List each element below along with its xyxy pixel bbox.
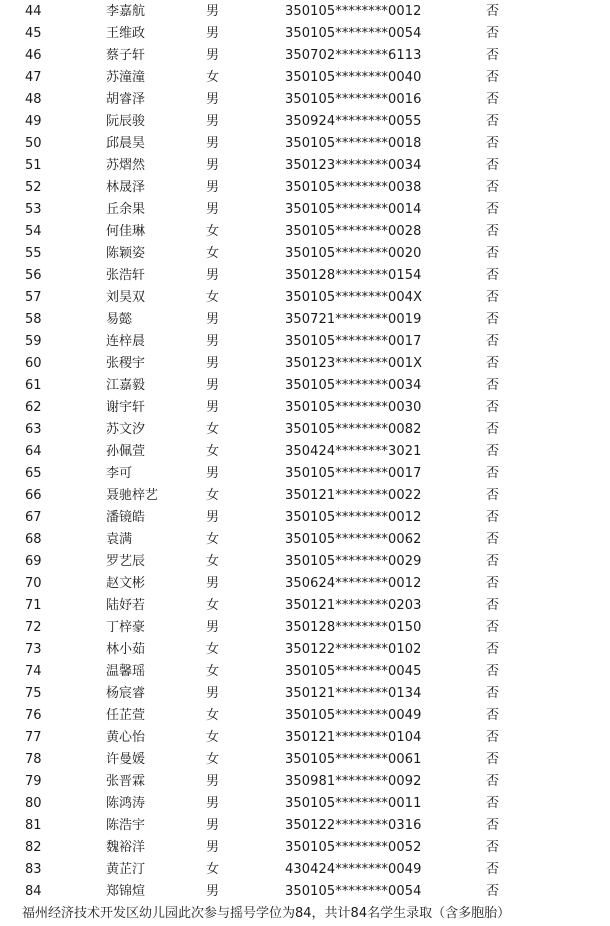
student-name: 聂驰梓艺 [106, 488, 159, 503]
student-gender: 女 [206, 444, 220, 459]
multiple-birth-flag: 否 [486, 774, 500, 789]
table-row [0, 705, 610, 727]
row-number: 82 [25, 840, 42, 855]
student-name: 任芷萱 [106, 708, 146, 723]
multiple-birth-flag: 否 [486, 224, 500, 239]
multiple-birth-flag: 否 [486, 290, 500, 305]
student-id-number: 350121********0022 [285, 488, 422, 503]
student-name: 张稷宇 [106, 356, 146, 371]
student-gender: 男 [206, 400, 220, 415]
multiple-birth-flag: 否 [486, 334, 500, 349]
row-number: 56 [25, 268, 42, 283]
student-id-number: 350924********0055 [285, 114, 422, 129]
student-gender: 女 [206, 752, 220, 767]
student-gender: 男 [206, 356, 220, 371]
row-number: 62 [25, 400, 42, 415]
student-id-number: 350105********0018 [285, 136, 422, 151]
student-id-number: 350105********0054 [285, 884, 422, 899]
table-row [0, 771, 610, 793]
student-name: 许曼媛 [106, 752, 146, 767]
multiple-birth-flag: 否 [486, 554, 500, 569]
row-number: 63 [25, 422, 42, 437]
student-id-number: 430424********0049 [285, 862, 422, 877]
multiple-birth-flag: 否 [486, 488, 500, 503]
student-id-number: 350105********0049 [285, 708, 422, 723]
multiple-birth-flag: 否 [486, 378, 500, 393]
table-row [0, 265, 610, 287]
multiple-birth-flag: 否 [486, 884, 500, 899]
student-name: 刘昊双 [106, 290, 146, 305]
multiple-birth-flag: 否 [486, 708, 500, 723]
table-row [0, 375, 610, 397]
row-number: 72 [25, 620, 42, 635]
multiple-birth-flag: 否 [486, 664, 500, 679]
student-gender: 女 [206, 730, 220, 745]
multiple-birth-flag: 否 [486, 92, 500, 107]
table-row [0, 881, 610, 903]
student-id-number: 350105********0061 [285, 752, 422, 767]
row-number: 71 [25, 598, 42, 613]
student-id-number: 350105********0062 [285, 532, 422, 547]
student-name: 连梓晨 [106, 334, 146, 349]
multiple-birth-flag: 否 [486, 136, 500, 151]
row-number: 45 [25, 26, 42, 41]
table-row [0, 221, 610, 243]
student-id-number: 350105********0028 [285, 224, 422, 239]
row-number: 51 [25, 158, 42, 173]
table-row [0, 551, 610, 573]
row-number: 55 [25, 246, 42, 261]
multiple-birth-flag: 否 [486, 312, 500, 327]
table-row [0, 331, 610, 353]
table-row [0, 639, 610, 661]
student-name: 丘余果 [106, 202, 146, 217]
table-row [0, 353, 610, 375]
student-gender: 女 [206, 862, 220, 877]
student-gender: 男 [206, 576, 220, 591]
student-id-number: 350123********0034 [285, 158, 422, 173]
student-name: 孙佩萱 [106, 444, 146, 459]
row-number: 59 [25, 334, 42, 349]
student-gender: 男 [206, 796, 220, 811]
student-name: 黄芷汀 [106, 862, 146, 877]
student-name: 林晟泽 [106, 180, 146, 195]
student-gender: 女 [206, 664, 220, 679]
multiple-birth-flag: 否 [486, 532, 500, 547]
student-name: 谢宇轩 [106, 400, 146, 415]
row-number: 65 [25, 466, 42, 481]
student-name: 赵文彬 [106, 576, 146, 591]
table-row [0, 1, 610, 23]
multiple-birth-flag: 否 [486, 268, 500, 283]
student-name: 李嘉航 [106, 4, 146, 19]
student-gender: 男 [206, 334, 220, 349]
student-gender: 女 [206, 708, 220, 723]
student-gender: 男 [206, 620, 220, 635]
student-id-number: 350105********0017 [285, 334, 422, 349]
student-id-number: 350105********0012 [285, 4, 422, 19]
row-number: 57 [25, 290, 42, 305]
student-name: 温馨瑶 [106, 664, 146, 679]
table-row [0, 595, 610, 617]
table-row [0, 177, 610, 199]
multiple-birth-flag: 否 [486, 686, 500, 701]
table-row [0, 441, 610, 463]
table-row [0, 287, 610, 309]
row-number: 68 [25, 532, 42, 547]
student-id-number: 350702********6113 [285, 48, 422, 63]
multiple-birth-flag: 否 [486, 400, 500, 415]
row-number: 61 [25, 378, 42, 393]
multiple-birth-flag: 否 [486, 598, 500, 613]
student-gender: 女 [206, 532, 220, 547]
multiple-birth-flag: 否 [486, 796, 500, 811]
row-number: 66 [25, 488, 42, 503]
student-name: 苏潼潼 [106, 70, 146, 85]
table-row [0, 573, 610, 595]
student-name: 蔡子轩 [106, 48, 146, 63]
row-number: 69 [25, 554, 42, 569]
student-id-number: 350721********0019 [285, 312, 422, 327]
row-number: 44 [25, 4, 42, 19]
student-name: 张浩轩 [106, 268, 146, 283]
table-row [0, 45, 610, 67]
student-name: 苏熠然 [106, 158, 146, 173]
student-id-number: 350105********0034 [285, 378, 422, 393]
table-row [0, 309, 610, 331]
student-id-number: 350123********001X [285, 356, 423, 371]
student-name: 苏文汐 [106, 422, 146, 437]
table-row [0, 111, 610, 133]
row-number: 48 [25, 92, 42, 107]
table-row [0, 155, 610, 177]
student-gender: 女 [206, 70, 220, 85]
multiple-birth-flag: 否 [486, 356, 500, 371]
row-number: 49 [25, 114, 42, 129]
row-number: 54 [25, 224, 42, 239]
student-gender: 男 [206, 180, 220, 195]
table-row [0, 749, 610, 771]
row-number: 46 [25, 48, 42, 63]
student-name: 何佳琳 [106, 224, 146, 239]
table-row [0, 837, 610, 859]
student-name: 丁梓豪 [106, 620, 146, 635]
multiple-birth-flag: 否 [486, 620, 500, 635]
row-number: 84 [25, 884, 42, 899]
multiple-birth-flag: 否 [486, 180, 500, 195]
multiple-birth-flag: 否 [486, 26, 500, 41]
student-name: 林小茹 [106, 642, 146, 657]
student-id-number: 350624********0012 [285, 576, 422, 591]
student-gender: 男 [206, 114, 220, 129]
student-gender: 男 [206, 774, 220, 789]
row-number: 79 [25, 774, 42, 789]
table-row [0, 859, 610, 881]
row-number: 76 [25, 708, 42, 723]
student-gender: 男 [206, 312, 220, 327]
student-name: 易懿 [106, 312, 133, 327]
student-gender: 男 [206, 136, 220, 151]
student-name: 阮辰骏 [106, 114, 146, 129]
student-id-number: 350105********0014 [285, 202, 422, 217]
row-number: 70 [25, 576, 42, 591]
student-gender: 女 [206, 224, 220, 239]
student-id-number: 350128********0154 [285, 268, 422, 283]
student-gender: 男 [206, 686, 220, 701]
student-id-number: 350128********0150 [285, 620, 422, 635]
row-number: 80 [25, 796, 42, 811]
table-row [0, 133, 610, 155]
student-name: 江嘉毅 [106, 378, 146, 393]
footnote-text: 福州经济技术开发区幼儿园此次参与摇号学位为84，共计84名学生录取（含多胞胎） [22, 906, 511, 921]
table-row [0, 815, 610, 837]
student-gender: 男 [206, 510, 220, 525]
row-number: 50 [25, 136, 42, 151]
student-name: 陈浩宇 [106, 818, 146, 833]
student-id-number: 350105********0045 [285, 664, 422, 679]
table-row [0, 463, 610, 485]
table-row [0, 793, 610, 815]
student-gender: 男 [206, 378, 220, 393]
table-row [0, 89, 610, 111]
row-number: 78 [25, 752, 42, 767]
table-row [0, 397, 610, 419]
table-row [0, 507, 610, 529]
table-row [0, 67, 610, 89]
student-gender: 女 [206, 642, 220, 657]
multiple-birth-flag: 否 [486, 114, 500, 129]
table-row [0, 617, 610, 639]
multiple-birth-flag: 否 [486, 510, 500, 525]
multiple-birth-flag: 否 [486, 202, 500, 217]
student-id-number: 350105********004X [285, 290, 423, 305]
multiple-birth-flag: 否 [486, 158, 500, 173]
multiple-birth-flag: 否 [486, 576, 500, 591]
student-name: 陆妤若 [106, 598, 146, 613]
student-gender: 女 [206, 290, 220, 305]
table-row [0, 485, 610, 507]
student-name: 胡睿泽 [106, 92, 146, 107]
row-number: 75 [25, 686, 42, 701]
table-row [0, 683, 610, 705]
student-name: 王维政 [106, 26, 146, 41]
student-name: 黄心怡 [106, 730, 146, 745]
student-id-number: 350121********0134 [285, 686, 422, 701]
student-name: 魏裕洋 [106, 840, 146, 855]
student-gender: 男 [206, 48, 220, 63]
student-gender: 女 [206, 246, 220, 261]
student-id-number: 350122********0102 [285, 642, 422, 657]
multiple-birth-flag: 否 [486, 730, 500, 745]
student-name: 邱晨昊 [106, 136, 146, 151]
multiple-birth-flag: 否 [486, 48, 500, 63]
student-name: 杨宸睿 [106, 686, 146, 701]
student-id-number: 350121********0203 [285, 598, 422, 613]
row-number: 64 [25, 444, 42, 459]
table-row [0, 23, 610, 45]
student-id-number: 350122********0316 [285, 818, 422, 833]
student-id-number: 350105********0054 [285, 26, 422, 41]
student-id-number: 350105********0029 [285, 554, 422, 569]
row-number: 53 [25, 202, 42, 217]
student-id-number: 350105********0052 [285, 840, 422, 855]
student-name: 郑锦煊 [106, 884, 146, 899]
student-name: 李可 [106, 466, 133, 481]
row-number: 67 [25, 510, 42, 525]
student-id-number: 350105********0016 [285, 92, 422, 107]
row-number: 47 [25, 70, 42, 85]
row-number: 58 [25, 312, 42, 327]
student-id-number: 350105********0038 [285, 180, 422, 195]
table-row [0, 661, 610, 683]
student-gender: 男 [206, 26, 220, 41]
table-row [0, 727, 610, 749]
student-id-number: 350105********0011 [285, 796, 422, 811]
student-id-number: 350105********0040 [285, 70, 422, 85]
multiple-birth-flag: 否 [486, 70, 500, 85]
row-number: 74 [25, 664, 42, 679]
student-name: 潘镜皓 [106, 510, 146, 525]
multiple-birth-flag: 否 [486, 840, 500, 855]
multiple-birth-flag: 否 [486, 4, 500, 19]
student-gender: 男 [206, 466, 220, 481]
student-list-table [0, 1, 610, 903]
student-id-number: 350121********0104 [285, 730, 422, 745]
student-name: 张晋霖 [106, 774, 146, 789]
student-gender: 男 [206, 4, 220, 19]
student-id-number: 350105********0082 [285, 422, 422, 437]
row-number: 81 [25, 818, 42, 833]
student-name: 陈颖姿 [106, 246, 146, 261]
student-gender: 男 [206, 202, 220, 217]
student-gender: 男 [206, 92, 220, 107]
multiple-birth-flag: 否 [486, 422, 500, 437]
student-gender: 女 [206, 554, 220, 569]
row-number: 73 [25, 642, 42, 657]
multiple-birth-flag: 否 [486, 642, 500, 657]
student-id-number: 350424********3021 [285, 444, 422, 459]
row-number: 77 [25, 730, 42, 745]
multiple-birth-flag: 否 [486, 862, 500, 877]
student-id-number: 350981********0092 [285, 774, 422, 789]
table-row [0, 199, 610, 221]
student-id-number: 350105********0017 [285, 466, 422, 481]
student-name: 罗艺辰 [106, 554, 146, 569]
multiple-birth-flag: 否 [486, 466, 500, 481]
student-name: 陈鸿涛 [106, 796, 146, 811]
student-gender: 男 [206, 268, 220, 283]
student-gender: 女 [206, 422, 220, 437]
row-number: 60 [25, 356, 42, 371]
student-id-number: 350105********0030 [285, 400, 422, 415]
student-gender: 女 [206, 488, 220, 503]
student-gender: 男 [206, 158, 220, 173]
multiple-birth-flag: 否 [486, 444, 500, 459]
student-gender: 男 [206, 818, 220, 833]
student-gender: 男 [206, 884, 220, 899]
student-id-number: 350105********0012 [285, 510, 422, 525]
row-number: 52 [25, 180, 42, 195]
table-row [0, 243, 610, 265]
student-gender: 女 [206, 598, 220, 613]
multiple-birth-flag: 否 [486, 246, 500, 261]
table-row [0, 419, 610, 441]
table-row [0, 529, 610, 551]
student-id-number: 350105********0020 [285, 246, 422, 261]
row-number: 83 [25, 862, 42, 877]
student-gender: 男 [206, 840, 220, 855]
multiple-birth-flag: 否 [486, 818, 500, 833]
multiple-birth-flag: 否 [486, 752, 500, 767]
student-name: 袁满 [106, 532, 133, 547]
